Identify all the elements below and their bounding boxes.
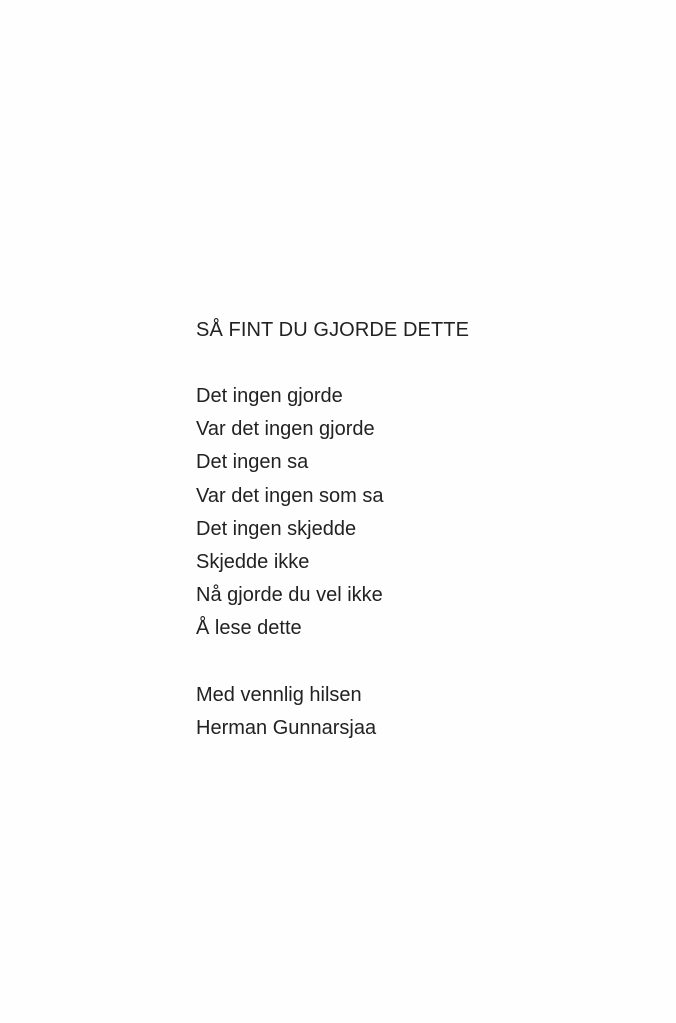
poem-line: Det ingen sa	[196, 451, 309, 474]
poem-line: Nå gjorde du vel ikke	[196, 584, 383, 607]
poem-line: Var det ingen som sa	[196, 484, 384, 507]
poem-line: Skjedde ikke	[196, 551, 310, 574]
signature-block	[196, 679, 636, 745]
signature-closing: Med vennlig hilsen	[196, 683, 362, 706]
signature-author: Herman Gunnarsjaa	[196, 716, 377, 739]
poem-line: Det ingen gjorde	[196, 385, 343, 407]
poem-line: Var det ingen gjorde	[196, 418, 375, 441]
poem-line: Det ingen skjedde	[196, 517, 357, 540]
poem-line: Å lese dette	[196, 617, 302, 640]
poem-title: SÅ FINT DU GJORDE DETTE	[196, 319, 470, 341]
poem	[196, 314, 636, 745]
poem-stanza	[196, 380, 636, 646]
